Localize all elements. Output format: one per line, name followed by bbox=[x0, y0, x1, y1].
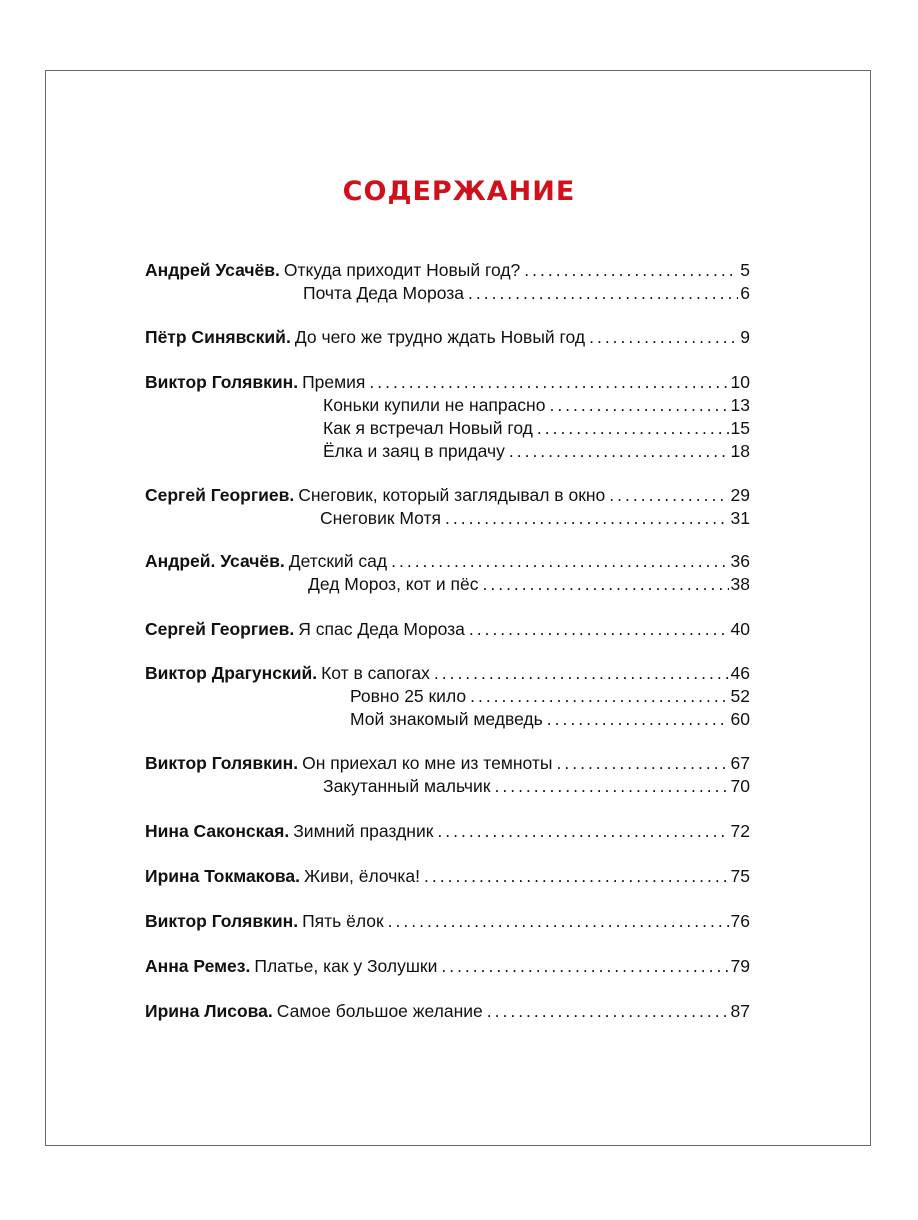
toc-author: Нина Саконская. bbox=[145, 821, 290, 841]
toc-work-title: Он приехал ко мне из темноты bbox=[302, 753, 553, 773]
toc-dot-leader bbox=[557, 751, 729, 775]
toc-entry bbox=[145, 483, 750, 528]
toc-entry bbox=[145, 954, 750, 984]
toc-author: Анна Ремез. bbox=[145, 956, 251, 976]
toc-author: Андрей Усачёв. bbox=[145, 260, 280, 280]
toc-entry bbox=[145, 864, 750, 894]
toc-page-number: 79 bbox=[730, 956, 750, 976]
toc-line bbox=[145, 617, 750, 641]
toc-work-title: Я спас Деда Мороза bbox=[298, 619, 465, 639]
toc-dot-leader bbox=[589, 325, 738, 349]
toc-page-number: 67 bbox=[730, 753, 750, 773]
toc-work-title: Мой знакомый медведь bbox=[350, 709, 543, 729]
page-title: СОДЕРЖАНИЕ bbox=[342, 176, 576, 207]
toc-dot-leader bbox=[537, 416, 729, 440]
toc-author: Сергей Георгиев. bbox=[145, 619, 295, 639]
toc-line bbox=[145, 370, 750, 394]
toc-page-number: 38 bbox=[730, 574, 750, 594]
toc-work-title: Зимний праздник bbox=[293, 821, 434, 841]
toc-author: Виктор Драгунский. bbox=[145, 663, 318, 683]
toc-dot-leader bbox=[369, 370, 728, 394]
toc-dot-leader bbox=[388, 909, 729, 933]
toc-dot-leader bbox=[509, 439, 729, 463]
toc-entry bbox=[145, 617, 750, 647]
toc-line bbox=[145, 393, 750, 417]
toc-line bbox=[145, 661, 750, 685]
toc-page-number: 87 bbox=[730, 1001, 750, 1021]
toc-dot-leader bbox=[524, 258, 738, 282]
toc-author: Виктор Голявкин. bbox=[145, 753, 299, 773]
toc-page-number: 13 bbox=[730, 395, 750, 415]
toc-dot-leader bbox=[469, 617, 729, 641]
toc-page-number: 15 bbox=[730, 418, 750, 438]
toc-dot-leader bbox=[547, 707, 729, 731]
toc-line bbox=[145, 483, 750, 507]
toc-work-title: До чего же трудно ждать Новый год bbox=[294, 327, 586, 347]
toc-page-number: 10 bbox=[730, 372, 750, 392]
toc-dot-leader bbox=[441, 954, 728, 978]
toc-page-number: 6 bbox=[740, 283, 750, 303]
toc-author: Андрей. Усачёв. bbox=[145, 551, 285, 571]
toc-entry bbox=[145, 549, 750, 594]
toc-work-title: Почта Деда Мороза bbox=[303, 283, 464, 303]
toc-line bbox=[145, 439, 750, 463]
toc-author: Виктор Голявкин. bbox=[145, 911, 299, 931]
toc-page-number: 60 bbox=[730, 709, 750, 729]
toc-entry bbox=[145, 325, 750, 355]
toc-line bbox=[145, 549, 750, 573]
toc-dot-leader bbox=[434, 661, 729, 685]
toc-line bbox=[145, 999, 750, 1023]
toc-entry bbox=[145, 370, 750, 461]
toc-entry bbox=[145, 751, 750, 796]
toc-dot-leader bbox=[470, 684, 728, 708]
toc-entry bbox=[145, 819, 750, 849]
toc-line bbox=[145, 258, 750, 282]
toc-dot-leader bbox=[549, 393, 728, 417]
toc-line bbox=[145, 774, 750, 798]
toc-work-title: Ровно 25 кило bbox=[350, 686, 467, 706]
toc-page-number: 72 bbox=[730, 821, 750, 841]
toc-work-title: Ёлка и заяц в придачу bbox=[323, 441, 505, 461]
toc-dot-leader bbox=[391, 549, 728, 573]
toc-line bbox=[145, 909, 750, 933]
toc-dot-leader bbox=[437, 819, 728, 843]
toc-page-number: 9 bbox=[740, 327, 750, 347]
toc-line bbox=[145, 707, 750, 731]
toc-work-title: Детский сад bbox=[288, 551, 388, 571]
toc-entry bbox=[145, 909, 750, 939]
toc-line bbox=[145, 325, 750, 349]
toc-page-number: 29 bbox=[730, 485, 750, 505]
toc-work-title: Откуда приходит Новый год? bbox=[283, 260, 521, 280]
toc-page-number: 31 bbox=[730, 508, 750, 528]
toc-work-title: Снеговик, который заглядывал в окно bbox=[298, 485, 606, 505]
toc-page-number: 5 bbox=[740, 260, 750, 280]
toc-author: Ирина Лисова. bbox=[145, 1001, 273, 1021]
toc-entry bbox=[145, 661, 750, 729]
toc-dot-leader bbox=[487, 999, 729, 1023]
toc-dot-leader bbox=[482, 572, 728, 596]
toc-author: Сергей Георгиев. bbox=[145, 485, 295, 505]
toc-work-title: Пять ёлок bbox=[302, 911, 384, 931]
toc-line bbox=[145, 506, 750, 530]
toc-work-title: Коньки купили не напрасно bbox=[323, 395, 546, 415]
toc-work-title: Дед Мороз, кот и пёс bbox=[308, 574, 479, 594]
toc-line bbox=[145, 954, 750, 978]
toc-work-title: Как я встречал Новый год bbox=[323, 418, 533, 438]
toc-author: Пётр Синявский. bbox=[145, 327, 291, 347]
toc-line bbox=[145, 684, 750, 708]
toc-author: Ирина Токмакова. bbox=[145, 866, 301, 886]
toc-page-number: 76 bbox=[730, 911, 750, 931]
toc-work-title: Кот в сапогах bbox=[321, 663, 430, 683]
toc-entry bbox=[145, 258, 750, 303]
toc-page-number: 18 bbox=[730, 441, 750, 461]
toc-page-number: 75 bbox=[730, 866, 750, 886]
toc-work-title: Премия bbox=[302, 372, 366, 392]
toc-line bbox=[145, 572, 750, 596]
toc-work-title: Закутанный мальчик bbox=[323, 776, 491, 796]
toc-page-number: 40 bbox=[730, 619, 750, 639]
toc-line bbox=[145, 751, 750, 775]
toc-dot-leader bbox=[424, 864, 729, 888]
toc-author: Виктор Голявкин. bbox=[145, 372, 299, 392]
toc-work-title: Снеговик Мотя bbox=[320, 508, 441, 528]
toc-page-number: 52 bbox=[730, 686, 750, 706]
toc-page-number: 70 bbox=[730, 776, 750, 796]
toc-line bbox=[145, 864, 750, 888]
toc-dot-leader bbox=[445, 506, 729, 530]
toc-page-number: 36 bbox=[730, 551, 750, 571]
toc-entry bbox=[145, 999, 750, 1029]
toc-dot-leader bbox=[468, 281, 738, 305]
toc-work-title: Живи, ёлочка! bbox=[304, 866, 420, 886]
toc-line bbox=[145, 819, 750, 843]
toc-work-title: Платье, как у Золушки bbox=[254, 956, 438, 976]
toc-page-number: 46 bbox=[730, 663, 750, 683]
toc-dot-leader bbox=[494, 774, 728, 798]
page-frame bbox=[45, 70, 871, 1146]
toc-dot-leader bbox=[609, 483, 728, 507]
toc-work-title: Самое большое желание bbox=[276, 1001, 483, 1021]
toc-line bbox=[145, 281, 750, 305]
toc-line bbox=[145, 416, 750, 440]
